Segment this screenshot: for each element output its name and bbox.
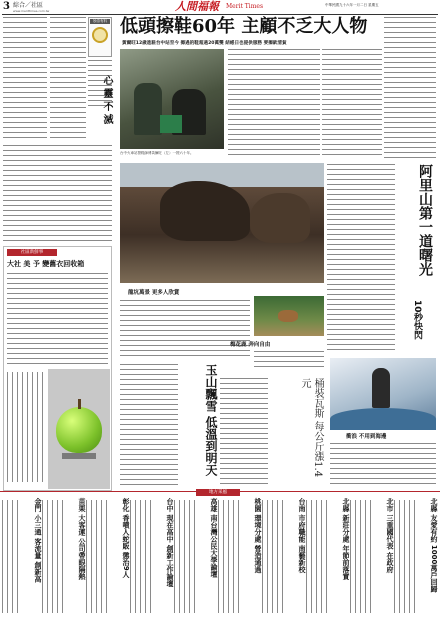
bottom-col-headline: 金門 小三通 客流量 創新高 (34, 498, 42, 583)
bottom-col-headline: 苗栗 大客運 公司帶眼隔熱 (78, 498, 86, 580)
snow-text (120, 364, 178, 486)
snow-text-2 (220, 378, 268, 486)
rock-formation (160, 181, 250, 241)
art-caption: 衝浪 不用到海邊 (346, 434, 387, 440)
rock-photo (120, 163, 324, 283)
main-story-text-3 (384, 17, 436, 159)
bottom-col-0 (394, 498, 438, 615)
bottom-col-text (86, 500, 110, 613)
apple-bin-photo (48, 369, 110, 489)
deer-shape (278, 310, 298, 322)
bottom-section-label: 地方采風 (196, 489, 240, 496)
bottom-col-headline: 桃園 環境分處 營造通過 (254, 498, 262, 573)
page-header (0, 0, 440, 14)
main-subhead: 黃爾旺12歲進駐台中站至今 擦過的鞋超過20萬雙 結帳日也提供服務 要擦欽清貧 (122, 41, 287, 46)
column-title: 心靈不滅 (101, 75, 112, 127)
issue-date: 中華民國九十六年一月二日 星期五 (325, 3, 379, 7)
badge-emblem-icon (92, 27, 108, 43)
bottom-col-headline: 北市 三重國代表 在政府 (386, 498, 394, 573)
alishan-text (327, 164, 395, 354)
header-rule (2, 14, 438, 15)
bottom-col-headline: 台南 市府職能 南藝新校 (298, 498, 306, 573)
art-photo (330, 358, 436, 430)
surfer-shape (372, 368, 390, 408)
bottom-col-text (42, 500, 66, 613)
community-box (3, 246, 112, 491)
community-text (7, 273, 108, 365)
page-number: 3 (3, 1, 10, 12)
bottom-col-3 (262, 498, 306, 615)
badge-label: 妙語有料 (90, 19, 110, 24)
photo-stool (160, 115, 182, 133)
left-column-text-4 (3, 145, 112, 245)
community-text-vertical (7, 372, 45, 482)
bottom-col-headline: 台中 現在高中 創新工作論壇 (166, 498, 174, 587)
bottom-col-text (262, 500, 286, 613)
main-photo-caption: 台中火車站擦鞋師傅黃爾旺（左）一擦六十年。 (120, 151, 194, 155)
main-photo (120, 49, 224, 149)
header-url: www.merittimes.com.tw (13, 9, 50, 13)
bottom-col-text (350, 500, 374, 613)
main-headline: 低頭擦鞋60年 主顧不乏大人物 (120, 16, 368, 37)
community-tag: 社區新鮮事 (7, 249, 57, 256)
bottom-col-text (394, 500, 418, 613)
bottom-col-headline: 高雄 南台灣公民大學論壇 (210, 498, 218, 578)
badge-box (88, 17, 112, 57)
bottom-col-headline: 彰化 香噴人蛇販 懲治9人 (122, 498, 130, 578)
photo-figure-left (134, 83, 162, 135)
bottom-col-9 (2, 498, 42, 615)
gas-headline: 桶裝瓦斯 每公斤漲1.4元 (299, 378, 323, 478)
rock-formation-2 (250, 193, 310, 243)
bottom-col-6 (130, 498, 174, 615)
snow-headline: 玉山飄雪 低溫到明天 (204, 364, 218, 477)
rock-text (120, 300, 250, 360)
apple-shape (56, 407, 102, 453)
bottom-col-1 (350, 498, 394, 615)
alishan-subtitle: 10秒快閃 (412, 300, 422, 340)
deer-photo (254, 296, 324, 336)
masthead-logo-en: Merit Times (226, 3, 264, 10)
community-headline: 大社 美 予 變舊衣回收箱 (7, 260, 85, 268)
apple-base (62, 453, 96, 459)
bottom-col-7 (86, 498, 130, 615)
section-label: 綜合／社區 (13, 2, 44, 9)
flower-caption: 梅花鹿 奔向自由 (230, 342, 271, 348)
rock-caption: 龍坑萬景 更多人欣賞 (128, 290, 180, 296)
bottom-col-headline: 北縣 新莊分處 年節前落實 (342, 498, 350, 580)
main-story-text-1 (228, 49, 320, 159)
bottom-col-text (306, 500, 330, 613)
bottom-col-text (218, 500, 242, 613)
left-column-text-2 (50, 17, 86, 142)
bottom-col-8 (42, 498, 86, 615)
flower-text (254, 351, 324, 371)
bottom-col-text (130, 500, 154, 613)
bottom-col-4 (218, 498, 262, 615)
bottom-col-5 (174, 498, 218, 615)
alishan-title: 阿里山第一道曙光 (417, 164, 433, 276)
left-column-top-text (3, 17, 47, 142)
main-story-text-2 (322, 49, 382, 159)
art-text (330, 443, 436, 486)
wave-shape (330, 408, 436, 430)
bottom-col-headline: 北縣 友愛有約 1000萬戶回歸 (430, 498, 438, 593)
bottom-columns (2, 498, 438, 615)
masthead-logo: 人間福報 (175, 0, 219, 13)
bottom-col-text (174, 500, 198, 613)
bottom-col-text (2, 500, 22, 613)
bottom-col-2 (306, 498, 350, 615)
apple-stem (78, 399, 81, 409)
